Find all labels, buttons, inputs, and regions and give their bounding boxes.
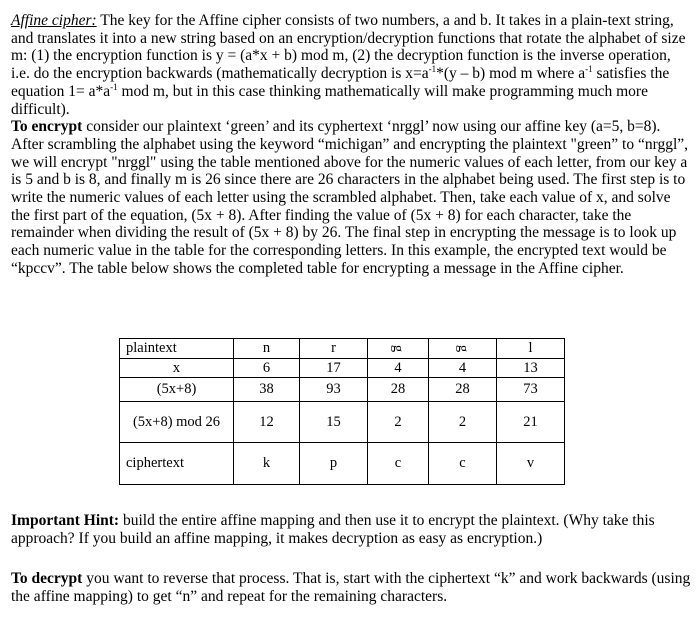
table-cell: 21 — [497, 402, 565, 443]
rotated-letter: g — [455, 344, 471, 353]
table-cell: 2 — [368, 402, 429, 443]
decrypt-paragraph — [11, 570, 691, 605]
decrypt-label: To decrypt — [11, 570, 83, 587]
row-label: (5x+8) mod 26 — [120, 402, 234, 443]
table-row — [120, 378, 565, 402]
table-cell — [429, 339, 497, 359]
hint-text: build the entire affine mapping and then use it to encrypt the plaintext. (Why take this approach? If you build an affine mapping, it makes decryption as easy as encryption.) — [11, 512, 655, 547]
intro-text-4: mod m, but in this case thinking mathematically will make programming much more difficult). — [11, 82, 648, 118]
table-cell: 2 — [429, 402, 497, 443]
table-cell: 13 — [497, 359, 565, 378]
rotated-letter: g — [390, 344, 407, 353]
decrypt-text: you want to reverse that process. That is, start with the ciphertext “k” and work backwards (using the affine mapping) to get “n” and repeat for the remaining characters. — [11, 570, 691, 605]
row-label: plaintext — [120, 339, 234, 359]
intro-paragraph — [11, 12, 691, 278]
table-cell: 4 — [429, 359, 497, 378]
intro-text: The key for the Affine cipher consists of two numbers, a and b. It takes in a plain-text string, and translates it into a new string based on an encryption/decryption functions that rotate the alphabet of size m: (1) the encryption function is y = (a*x + b) mod m, (2) the decryption function is the inverse operation, i.e. do the encryption backwards (mathematically decryption is x=a — [11, 12, 686, 83]
affine-cipher-term: Affine cipher: — [11, 12, 97, 29]
row-label: x — [120, 359, 234, 378]
intro-text-3: satisfies the equation 1= a*a — [11, 65, 670, 100]
hint-paragraph — [11, 512, 691, 547]
table-cell: 73 — [497, 378, 565, 402]
row-label: ciphertext — [120, 443, 234, 485]
table-cell: v — [497, 443, 565, 485]
table-cell: 12 — [234, 402, 300, 443]
table-cell — [368, 339, 429, 359]
table-row — [120, 339, 565, 359]
table-cell: r — [300, 339, 368, 359]
table-row — [120, 402, 565, 443]
table-cell: p — [300, 443, 368, 485]
encrypt-label: To encrypt — [11, 118, 83, 136]
table-cell: n — [234, 339, 300, 359]
table-cell: 15 — [300, 402, 368, 443]
encrypt-text: consider our plaintext ‘green’ and its cyphertext ‘nrggl’ now using our affine key (a=5, b=8). After scrambling the alphabet using the keyword “michigan” and encrypting the plaintext "green” to “nrggl”, we will encrypt "nrggl" using the table mentioned above for the numeric values of each letter, from our key a is 5 and b is 8, and finally m is 26 since there are 26 characters in the alphabet being used. The first step is to write the numeric values of each letter using the scrambled alphabet. Then, take each value of x, and solve the first part of the equation, (5x + 8). After finding the value of (5x + 8) for each character, take the remainder when dividing the result of (5x + 8) by 26. The final step in encrypting the message is to look up each numeric value in the table for the corresponding letters. In this example, the encrypted text would be “kpccv”. The table below shows the completed table for encrypting a message in the Affine cipher. — [11, 118, 689, 277]
table-row — [120, 443, 565, 485]
intro-text-2: *(y – b) mod m where a — [436, 65, 586, 83]
table-cell: l — [497, 339, 565, 359]
table-cell: 17 — [300, 359, 368, 378]
table-cell: 38 — [234, 378, 300, 402]
table-cell: c — [429, 443, 497, 485]
table-cell: 28 — [429, 378, 497, 402]
table-cell: 4 — [368, 359, 429, 378]
inverse-superscript: -1 — [428, 64, 437, 75]
row-label: (5x+8) — [120, 378, 234, 402]
inverse-superscript: -1 — [110, 81, 118, 92]
table-cell: 6 — [234, 359, 300, 378]
inverse-superscript: -1 — [585, 64, 593, 75]
table-cell: 93 — [300, 378, 368, 402]
hint-label: Important Hint: — [11, 512, 120, 529]
affine-encryption-table — [119, 338, 565, 485]
table-cell: c — [368, 443, 429, 485]
table-cell: k — [234, 443, 300, 485]
table-cell: 28 — [368, 378, 429, 402]
table-row — [120, 359, 565, 378]
